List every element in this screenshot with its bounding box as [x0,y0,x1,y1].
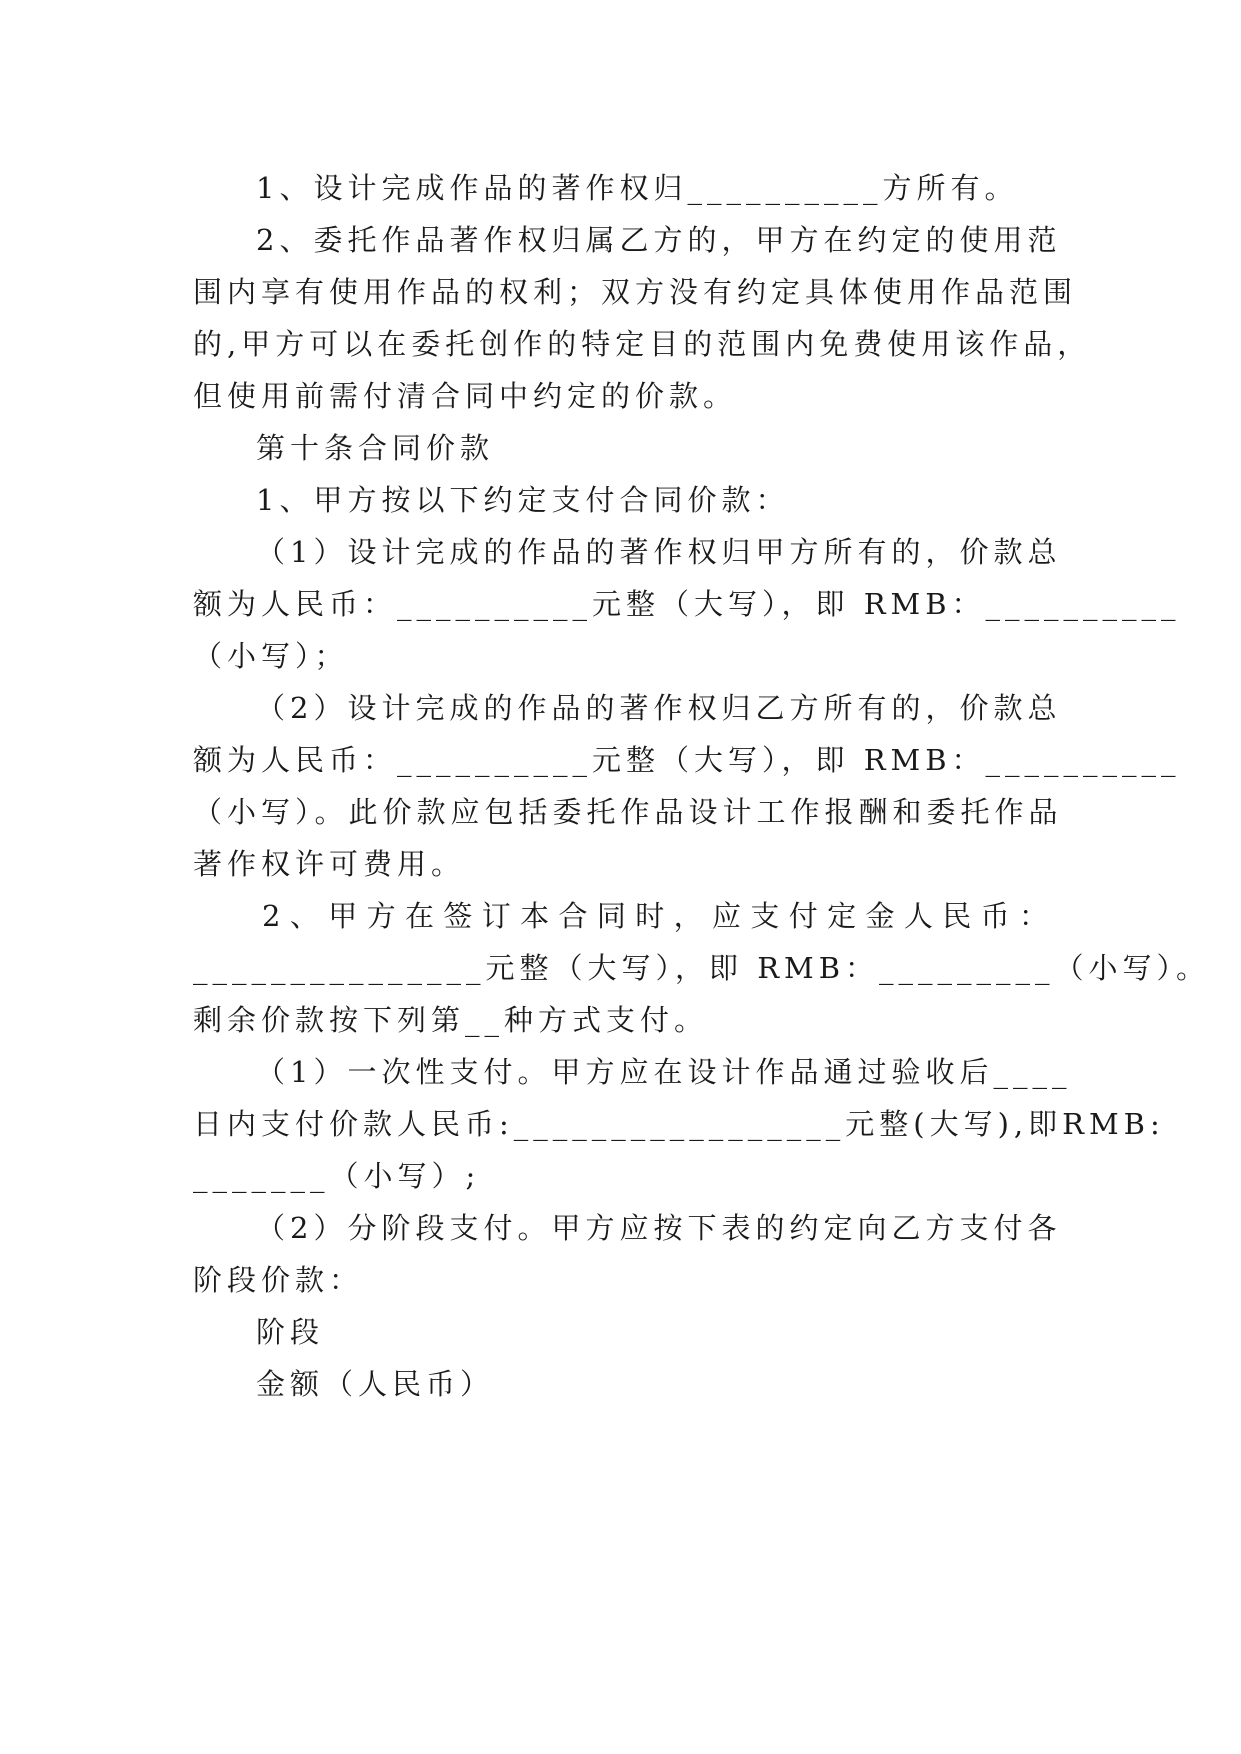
lump-sum-line-2: 日内支付价款人民币:_________________元整(大写),即RMB: [193,1107,1165,1141]
option-2-line-4: 著作权许可费用。 [193,847,466,881]
clause-2-line-3: 的,甲方可以在委托创作的特定目的范围内免费使用该作品， [193,327,1092,361]
option-1-line-1: （1）设计完成的作品的著作权归甲方所有的，价款总 [256,535,1062,569]
deposit-clause-line-3: 剩余价款按下列第__种方式支付。 [193,1003,709,1037]
option-2-line-3: （小写）。此价款应包括委托作品设计工作报酬和委托作品 [193,795,1063,829]
installment-line-2: 阶段价款： [193,1263,364,1297]
option-2-line-2: 额为人民币：__________元整（大写），即 RMB：__________ [193,743,1181,777]
option-1-line-2: 额为人民币：__________元整（大写），即 RMB：__________ [193,587,1181,621]
clause-2-line-4: 但使用前需付清合同中约定的价款。 [193,379,738,413]
deposit-clause-line-2: _______________元整（大写），即 RMB：_________（小写）。 [193,951,1211,985]
payment-clause-1: 1、甲方按以下约定支付合同价款： [256,483,790,517]
clause-2-line-2: 围内享有使用作品的权利；双方没有约定具体使用作品范围 [193,275,1078,309]
clause-1-line: 1、设计完成作品的著作权归__________方所有。 [256,171,1019,205]
option-1-line-3: （小写）； [193,639,349,673]
article-10-heading: 第十条合同价款 [256,431,495,465]
clause-2-line-1: 2、委托作品著作权归属乙方的，甲方在约定的使用范 [256,223,1062,257]
table-header-amount: 金额（人民币） [256,1367,495,1401]
table-header-stage: 阶段 [256,1315,325,1349]
lump-sum-line-3: _______（小写）; [193,1159,481,1193]
installment-line-1: （2）分阶段支付。甲方应按下表的约定向乙方支付各 [256,1211,1062,1245]
option-2-line-1: （2）设计完成的作品的著作权归乙方所有的，价款总 [256,691,1062,725]
deposit-clause-line-1: 2、甲方在签订本合同时，应支付定金人民币： [262,899,1053,933]
lump-sum-line-1: （1）一次性支付。甲方应在设计作品通过验收后____ [256,1055,1072,1089]
